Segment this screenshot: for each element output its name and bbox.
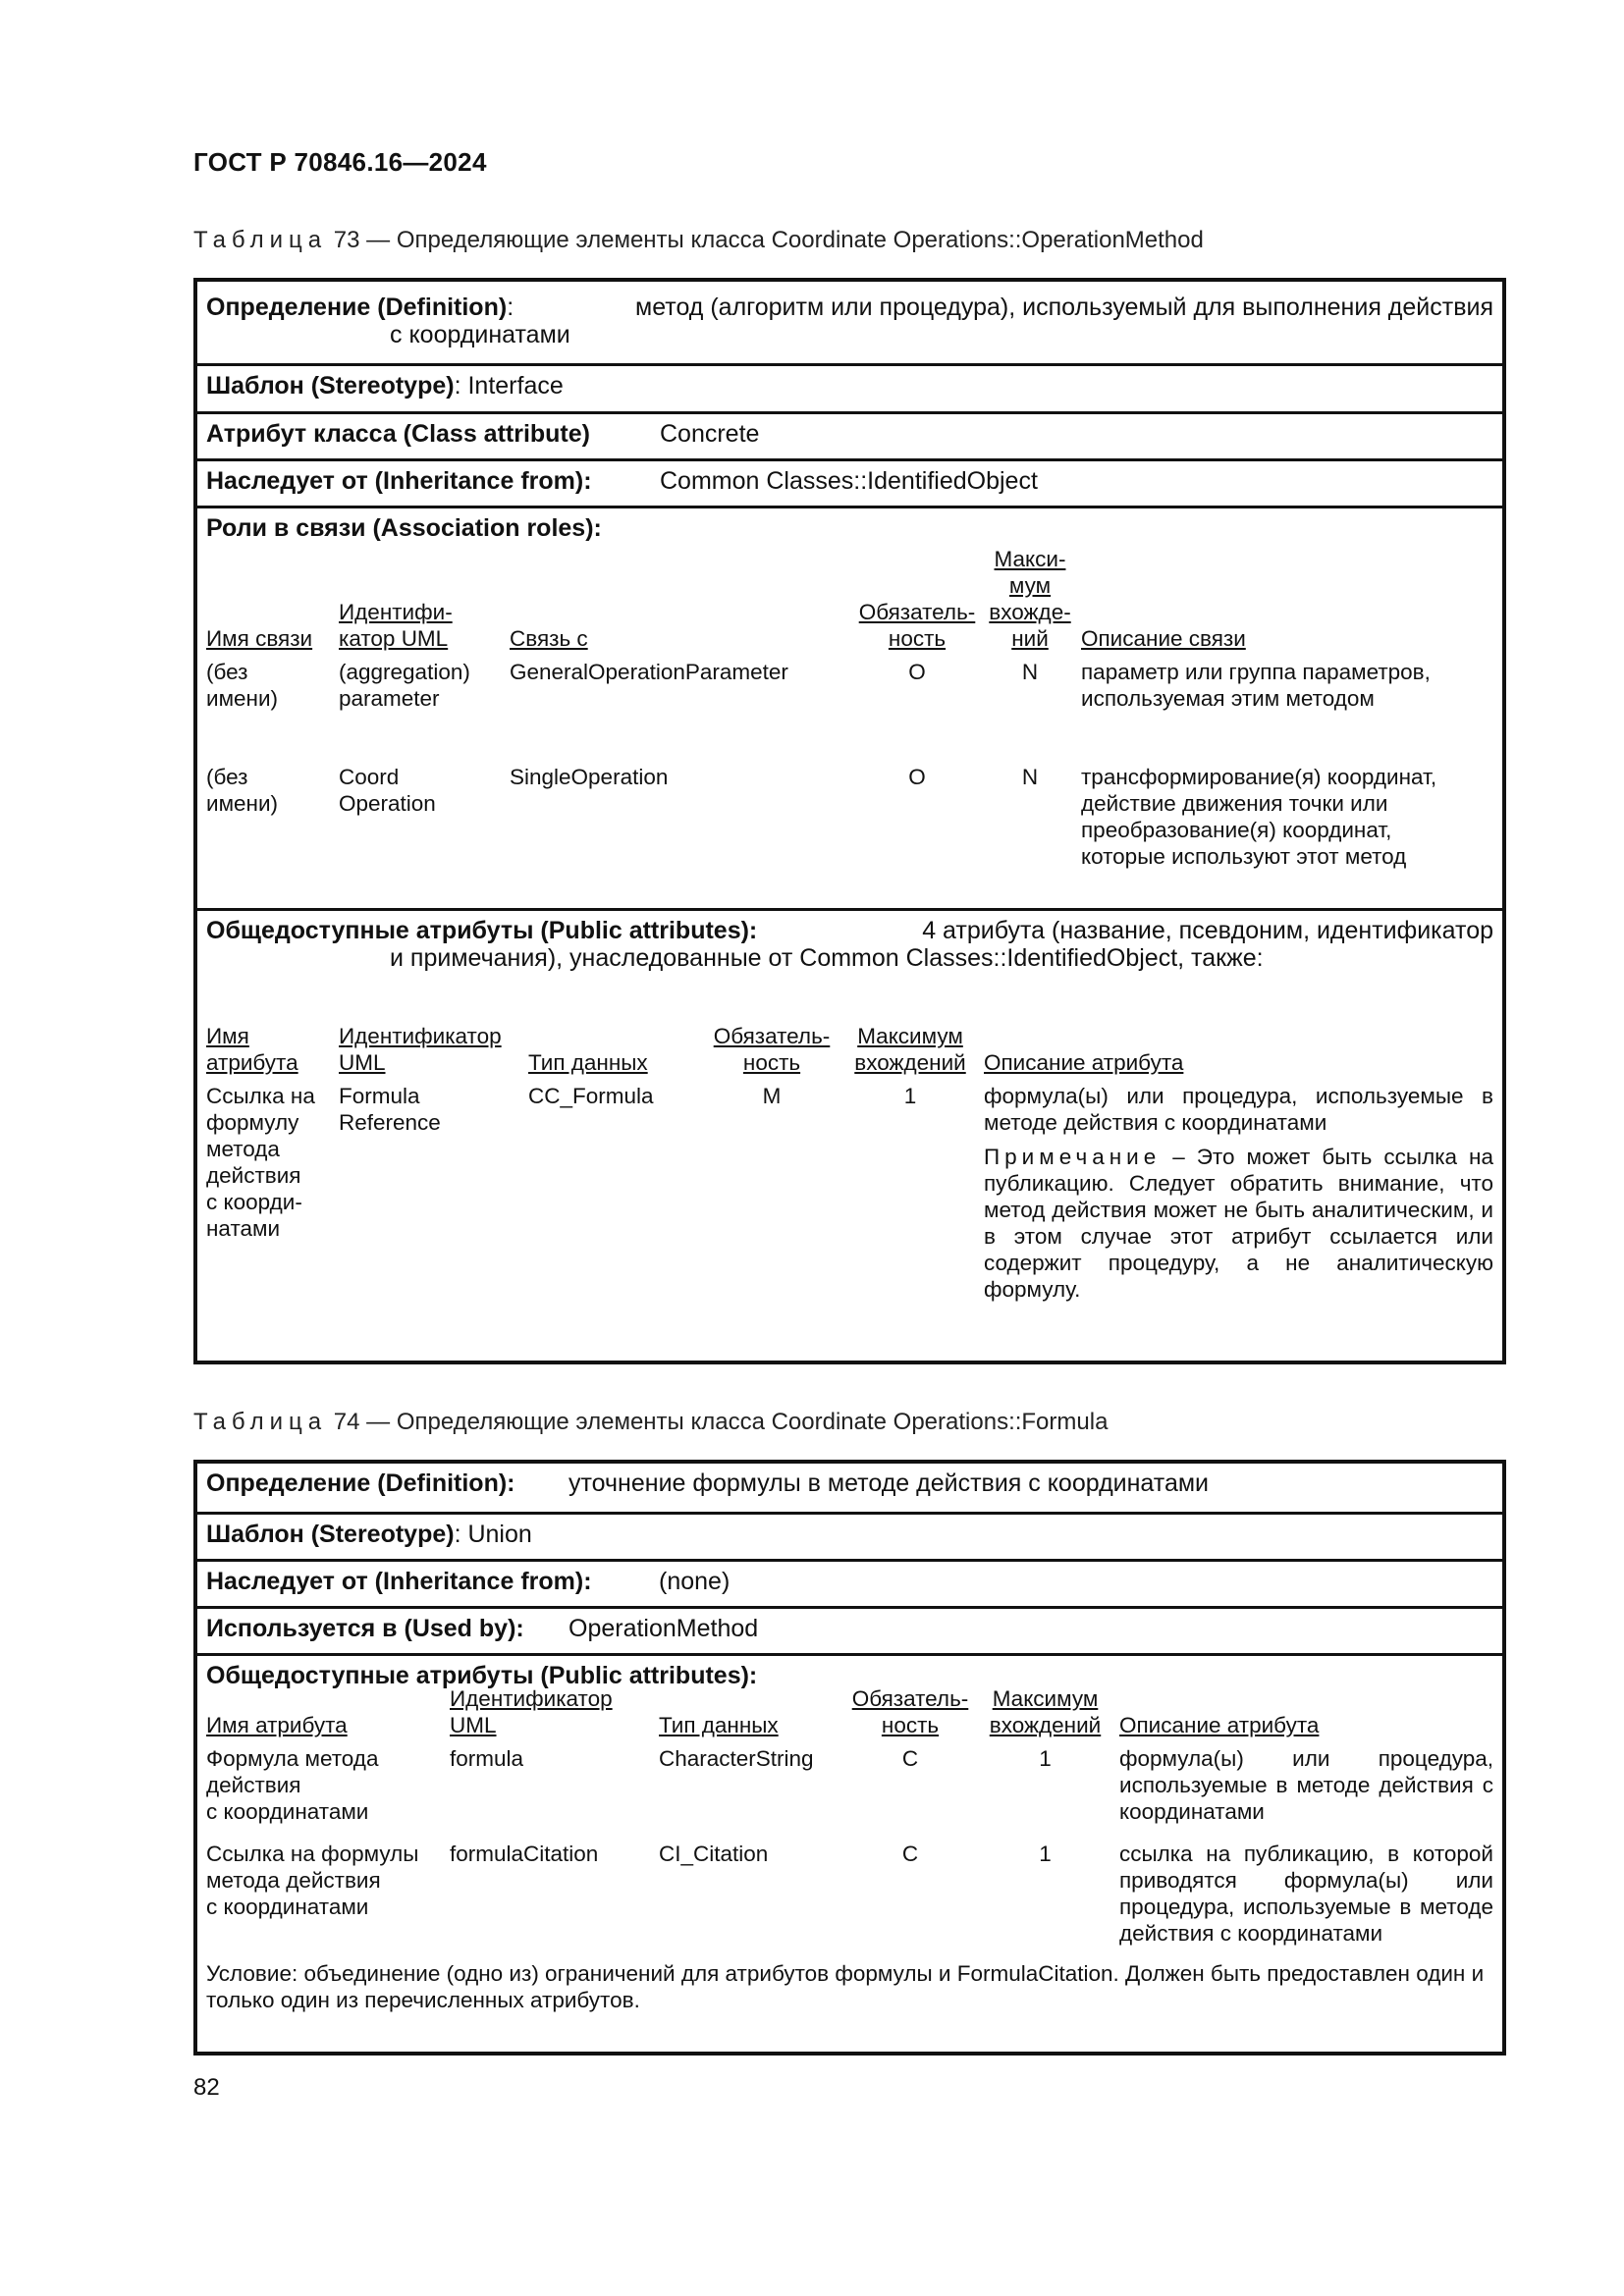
col-header-link: Связь с: [510, 626, 588, 651]
attribute-description: формула(ы) или процедура, используемые в методе действия с координатами: [984, 1084, 1493, 1135]
table-74-caption: [193, 1409, 1108, 1436]
standard-header: ГОСТ Р 70846.16—2024: [193, 147, 487, 177]
table-row: [206, 1838, 1493, 1950]
caption-prefix: Таблица: [193, 1409, 328, 1435]
definition-label: Определение (Definition): [206, 294, 508, 321]
stereotype-row: [197, 1512, 1502, 1559]
stereotype-label: Шаблон (Stereotype): [206, 1521, 455, 1548]
cell-name: Ссылка на формулы метода действия с координатами: [206, 1842, 419, 1919]
definition-label: Определение (Definition):: [206, 1469, 515, 1497]
cell-name: Ссылка на формулу метода действия с коорди- натами: [206, 1084, 315, 1241]
cell-name: Формула метода действия с координатами: [206, 1746, 379, 1824]
note: [984, 1144, 1493, 1303]
inheritance-value: (none): [659, 1568, 731, 1595]
cell-max: 1: [1039, 1746, 1052, 1771]
public-attributes-label: Общедоступные атрибуты (Public attributes):: [206, 917, 758, 944]
used-by-row: [197, 1606, 1502, 1653]
public-attributes-line1: 4 атрибута (название, псевдоним, идентификатор: [922, 917, 1493, 944]
note-label: Примечание: [984, 1145, 1162, 1169]
definition-row: [197, 1464, 1502, 1512]
cell-type: CharacterString: [659, 1746, 814, 1771]
col-header-obligation: Обязатель- ность: [713, 1024, 831, 1075]
cell-type: CC_Formula: [528, 1084, 654, 1108]
table-73-caption: [193, 227, 1204, 254]
cell-uml: Formula Reference: [339, 1084, 441, 1135]
col-header-description: Описание атрибута: [1119, 1713, 1320, 1737]
definition-row: [197, 282, 1502, 363]
cell-obligation: C: [901, 1842, 919, 1866]
used-by-value: OperationMethod: [568, 1615, 759, 1642]
col-header-obligation: Обязатель- ность: [858, 600, 976, 651]
col-header-max: Максимум вхождений: [854, 1024, 966, 1075]
table-header-row: [206, 1685, 1493, 1742]
page-number: 82: [193, 2074, 220, 2101]
cell-description: ссылка на публикацию, в которой приводятся формула(ы) или процедура, используемые в методе действия с координатами: [1119, 1842, 1493, 1946]
caption-text: 74 — Определяющие элементы класса Coordinate Operations::Formula: [333, 1409, 1109, 1435]
stereotype-label: Шаблон (Stereotype): [206, 372, 455, 400]
cell-max: N: [1021, 660, 1039, 684]
caption-text: 73 — Определяющие элементы класса Coordinate Operations::OperationMethod: [333, 227, 1204, 253]
cell-uml: formulaCitation: [450, 1842, 599, 1866]
class-attribute-value: Concrete: [660, 420, 760, 448]
definition-value-line1: метод (алгоритм или процедура), используемый для выполнения действия: [635, 294, 1493, 321]
col-header-max: Макси- мум вхожде- ний: [989, 547, 1071, 651]
table-73: [193, 278, 1506, 1364]
cell-link: SingleOperation: [510, 765, 669, 789]
inheritance-label: Наследует от (Inheritance from):: [206, 467, 592, 495]
col-header-uml: Идентификатор UML: [339, 1024, 502, 1075]
cell-type: CI_Citation: [659, 1842, 769, 1866]
public-attributes-row: [197, 1653, 1502, 2052]
association-roles-table: [206, 546, 1493, 874]
table-header-row: [206, 1023, 1493, 1080]
cell-uml: Coord Operation: [339, 765, 436, 816]
definition-colon: :: [507, 294, 514, 321]
cell-obligation: O: [908, 660, 926, 684]
cell-max: 1: [903, 1084, 917, 1108]
col-header-max: Максимум вхождений: [989, 1686, 1102, 1737]
table-row: [206, 656, 1493, 761]
stereotype-value: : Union: [454, 1521, 532, 1548]
cell-max: 1: [1039, 1842, 1052, 1866]
class-attribute-row: [197, 411, 1502, 458]
public-attributes-table: [206, 1685, 1493, 1950]
public-attributes-line2: и примечания), унаследованные от Common Classes::IdentifiedObject, также:: [390, 944, 1264, 972]
cell-description: трансформирование(я) координат, действие движения точки или преобразование(я) координат, которые используют этот метод: [1081, 765, 1437, 869]
cell-uml: formula: [450, 1746, 524, 1771]
col-header-name: Имя атрибута: [206, 1024, 298, 1075]
cell-obligation: O: [908, 765, 926, 789]
definition-value-line2: с координатами: [390, 321, 570, 348]
inheritance-value: Common Classes::IdentifiedObject: [660, 467, 1038, 495]
cell-description: [984, 1080, 1493, 1307]
inheritance-row: [197, 458, 1502, 506]
stereotype-row: [197, 363, 1502, 411]
table-header-row: [206, 546, 1493, 656]
caption-prefix: Таблица: [193, 227, 328, 253]
col-header-obligation: Обязатель- ность: [851, 1686, 969, 1737]
cell-name: (без имени): [206, 765, 279, 816]
public-attributes-row: [197, 908, 1502, 1362]
col-header-name: Имя связи: [206, 626, 313, 651]
stereotype-value: : Interface: [454, 372, 564, 400]
definition-value: уточнение формулы в методе действия с координатами: [568, 1469, 1210, 1497]
cell-obligation: C: [901, 1746, 919, 1771]
cell-link: GeneralOperationParameter: [510, 660, 788, 684]
col-header-uml: Идентифи- катор UML: [339, 600, 453, 651]
col-header-type: Тип данных: [528, 1050, 648, 1075]
association-roles-row: [197, 506, 1502, 908]
col-header-description: Описание атрибута: [984, 1050, 1184, 1075]
inheritance-row: [197, 1559, 1502, 1606]
cell-obligation: M: [762, 1084, 782, 1108]
note-text: – Это может быть ссылка на публикацию. Следует обратить внимание, что метод действия может не быть аналитическим, и в этом случае этот атрибут ссылается или содержит процедуру, а не аналитическую формулу.: [984, 1145, 1493, 1302]
condition-text: Условие: объединение (одно из) ограничений для атрибутов формулы и FormulaCitation. Должен быть предоставлен один и только один из перечисленных атрибутов.: [206, 1961, 1485, 2012]
cell-uml: (aggregation) parameter: [339, 660, 470, 711]
cell-max: N: [1021, 765, 1039, 789]
class-attribute-label: Атрибут класса (Class attribute): [206, 420, 590, 448]
table-row: [206, 761, 1493, 874]
inheritance-label: Наследует от (Inheritance from):: [206, 1568, 592, 1595]
col-header-name: Имя атрибута: [206, 1713, 348, 1737]
used-by-label: Используется в (Used by):: [206, 1615, 524, 1642]
cell-description: параметр или группа параметров, используемая этим методом: [1081, 660, 1431, 711]
public-attributes-label: Общедоступные атрибуты (Public attributes):: [206, 1662, 758, 1689]
col-header-uml: Идентификатор UML: [450, 1686, 613, 1737]
public-attributes-table: [206, 1023, 1493, 1307]
col-header-description: Описание связи: [1081, 626, 1246, 651]
table-74: [193, 1460, 1506, 2056]
association-roles-label: Роли в связи (Association roles):: [206, 514, 602, 542]
cell-name: (без имени): [206, 660, 279, 711]
cell-description: формула(ы) или процедура, используемые в методе действия с координатами: [1119, 1746, 1493, 1824]
table-row: [206, 1080, 1493, 1307]
col-header-type: Тип данных: [659, 1713, 779, 1737]
table-row: [206, 1742, 1493, 1838]
